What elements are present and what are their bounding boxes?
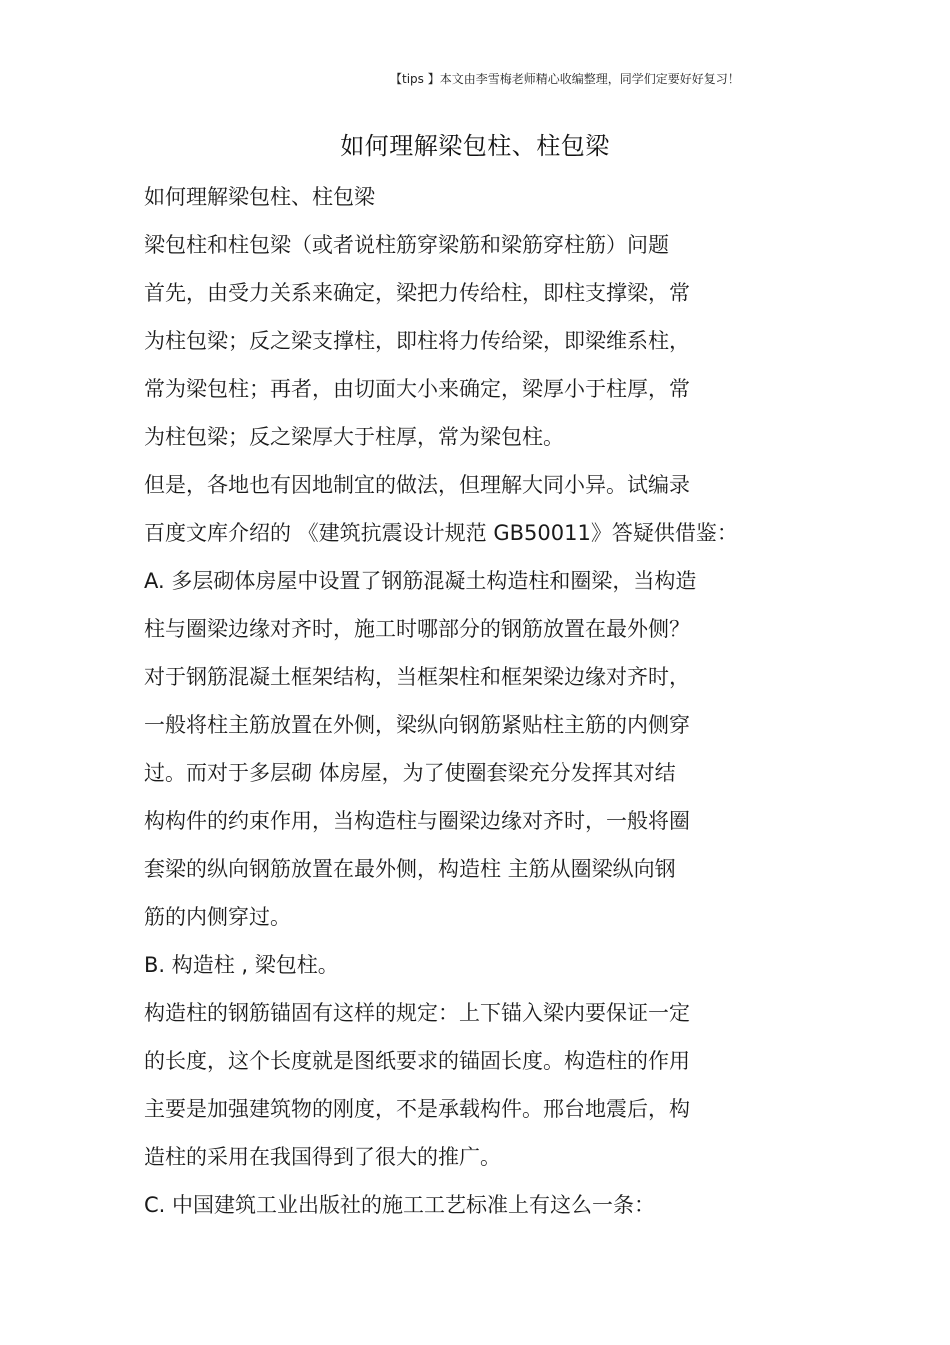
text-line: 筋的内侧穿过。 xyxy=(144,905,291,929)
text-line: 为柱包梁；反之梁支撑柱，即柱将力传给梁，即梁维系柱， xyxy=(144,329,690,353)
text-line: C. 中国建筑工业出版社的施工工艺标准上有这么一条： xyxy=(144,1193,656,1217)
text-line: 常为梁包柱；再者，由切面大小来确定，梁厚小于柱厚，常 xyxy=(144,377,690,401)
text-line: 套梁的纵向钢筋放置在最外侧，构造柱 主筋从圈梁纵向钢 xyxy=(144,857,676,881)
text-line: 过。而对于多层砌 体房屋，为了使圈套梁充分发挥其对结 xyxy=(144,761,676,785)
text-line: 主要是加强建筑物的刚度，不是承载构件。邢台地震后，构 xyxy=(144,1097,690,1121)
text-line: 的长度，这个长度就是图纸要求的锚固长度。构造柱的作用 xyxy=(144,1049,690,1073)
document-body xyxy=(144,180,804,1236)
text-line: B. 构造柱 , 梁包柱。 xyxy=(144,953,339,977)
text-line: 梁包柱和柱包梁（或者说柱筋穿梁筋和梁筋穿柱筋）问题 xyxy=(144,233,669,257)
text-line: 为柱包梁；反之梁厚大于柱厚，常为梁包柱。 xyxy=(144,425,564,449)
text-line: 柱与圈梁边缘对齐时，施工时哪部分的钢筋放置在最外侧？ xyxy=(144,617,690,641)
page-title: 如何理解梁包柱、柱包梁 xyxy=(340,132,610,160)
text-line: 构造柱的钢筋锚固有这样的规定：上下锚入梁内要保证一定 xyxy=(144,1001,690,1025)
text-line: 但是，各地也有因地制宜的做法，但理解大同小异。试编录 xyxy=(144,473,690,497)
text-line: 一般将柱主筋放置在外侧，梁纵向钢筋紧贴柱主筋的内侧穿 xyxy=(144,713,690,737)
header-tip: 【tips 】本文由李雪梅老师精心收编整理，同学们定要好好复习！ xyxy=(390,72,740,86)
text-line: 首先，由受力关系来确定，梁把力传给柱，即柱支撑梁，常 xyxy=(144,281,690,305)
text-line: 造柱的采用在我国得到了很大的推广。 xyxy=(144,1145,501,1169)
text-line: 对于钢筋混凝土框架结构，当框架柱和框架梁边缘对齐时， xyxy=(144,665,690,689)
text-line: 如何理解梁包柱、柱包梁 xyxy=(144,185,375,209)
text-line: 百度文库介绍的 《建筑抗震设计规范 GB50011》答疑供借鉴： xyxy=(144,521,738,545)
text-line: 构构件的约束作用，当构造柱与圈梁边缘对齐时，一般将圈 xyxy=(144,809,690,833)
text-line: A. 多层砌体房屋中设置了钢筋混凝土构造柱和圈梁，当构造 xyxy=(144,569,697,593)
